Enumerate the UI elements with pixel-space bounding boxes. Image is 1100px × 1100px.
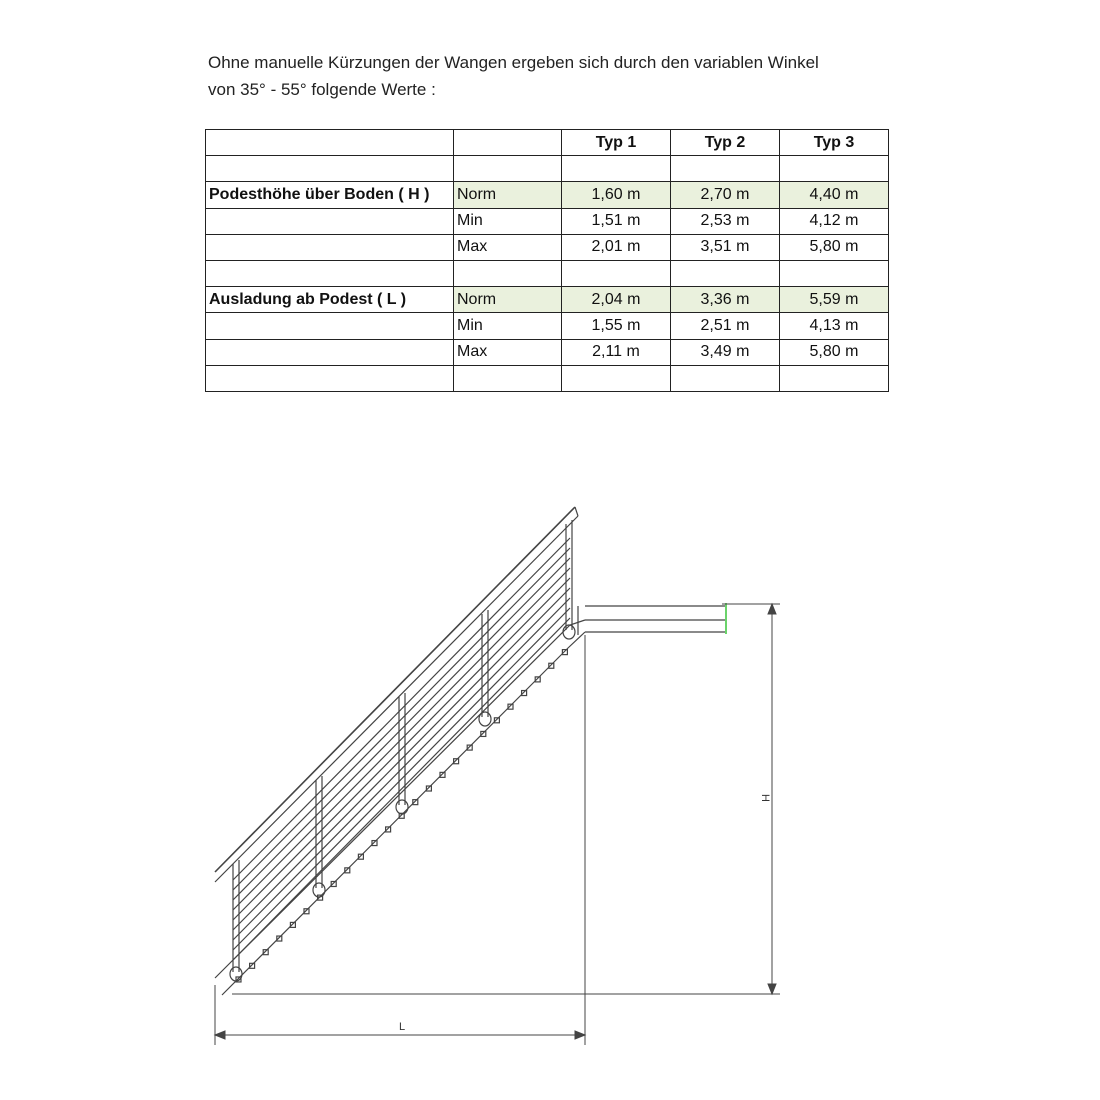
header-typ-3: Typ 3: [780, 130, 889, 156]
length-arrow-right: [575, 1031, 585, 1039]
dimension-label-h: H: [759, 794, 771, 802]
post-base: [563, 625, 575, 639]
row-label: Norm: [454, 287, 562, 313]
table-cell: 2,53 m: [671, 208, 780, 234]
stair-structure: [215, 507, 726, 995]
table-cell: 3,49 m: [671, 339, 780, 365]
table-cell: 1,51 m: [562, 208, 671, 234]
row-label: Min: [454, 208, 562, 234]
intro-line-1: Ohne manuelle Kürzungen der Wangen ergeben sich durch den variablen Winkel: [208, 53, 819, 72]
table-cell: 5,80 m: [780, 234, 889, 260]
header-typ-2: Typ 2: [671, 130, 780, 156]
table-cell: 4,12 m: [780, 208, 889, 234]
dimension-lines: [215, 604, 780, 1045]
section-label-length: Ausladung ab Podest ( L ): [206, 287, 454, 313]
table-cell: 5,59 m: [780, 287, 889, 313]
table-cell: 2,51 m: [671, 313, 780, 339]
rail-bar: [233, 538, 570, 880]
rail-bar: [233, 578, 570, 920]
table-cell: 2,04 m: [562, 287, 671, 313]
rail-bar: [233, 588, 570, 930]
height-arrow-bottom: [768, 984, 776, 994]
table-cell: 2,70 m: [671, 182, 780, 208]
row-label: Min: [454, 313, 562, 339]
table-cell: 3,36 m: [671, 287, 780, 313]
table-cell: 3,51 m: [671, 234, 780, 260]
stringer-top-edge: [215, 620, 585, 978]
table-cell: 4,40 m: [780, 182, 889, 208]
row-label: Norm: [454, 182, 562, 208]
rail-bar: [233, 568, 570, 910]
row-label: Max: [454, 339, 562, 365]
table-cell: 2,01 m: [562, 234, 671, 260]
table-cell: 4,13 m: [780, 313, 889, 339]
table-cell: 1,60 m: [562, 182, 671, 208]
post-base: [479, 712, 491, 726]
row-label: Max: [454, 234, 562, 260]
post-base: [396, 800, 408, 814]
rail-bar: [233, 618, 570, 960]
length-arrow-left: [215, 1031, 225, 1039]
intro-line-2: von 35° - 55° folgende Werte :: [208, 80, 436, 99]
handrail-bottom: [215, 516, 578, 882]
table-cell: 2,11 m: [562, 339, 671, 365]
dimension-label-l: L: [398, 1021, 406, 1033]
height-arrow-top: [768, 604, 776, 614]
rail-bar: [233, 598, 570, 940]
header-typ-1: Typ 1: [562, 130, 671, 156]
handrail-top: [215, 507, 575, 872]
handrail-end: [575, 507, 578, 516]
section-label-height: Podesthöhe über Boden ( H ): [206, 182, 454, 208]
table-cell: 1,55 m: [562, 313, 671, 339]
rail-bar: [233, 548, 570, 890]
rail-bar: [233, 608, 570, 950]
rail-bar: [233, 558, 570, 900]
table-cell: 5,80 m: [780, 339, 889, 365]
